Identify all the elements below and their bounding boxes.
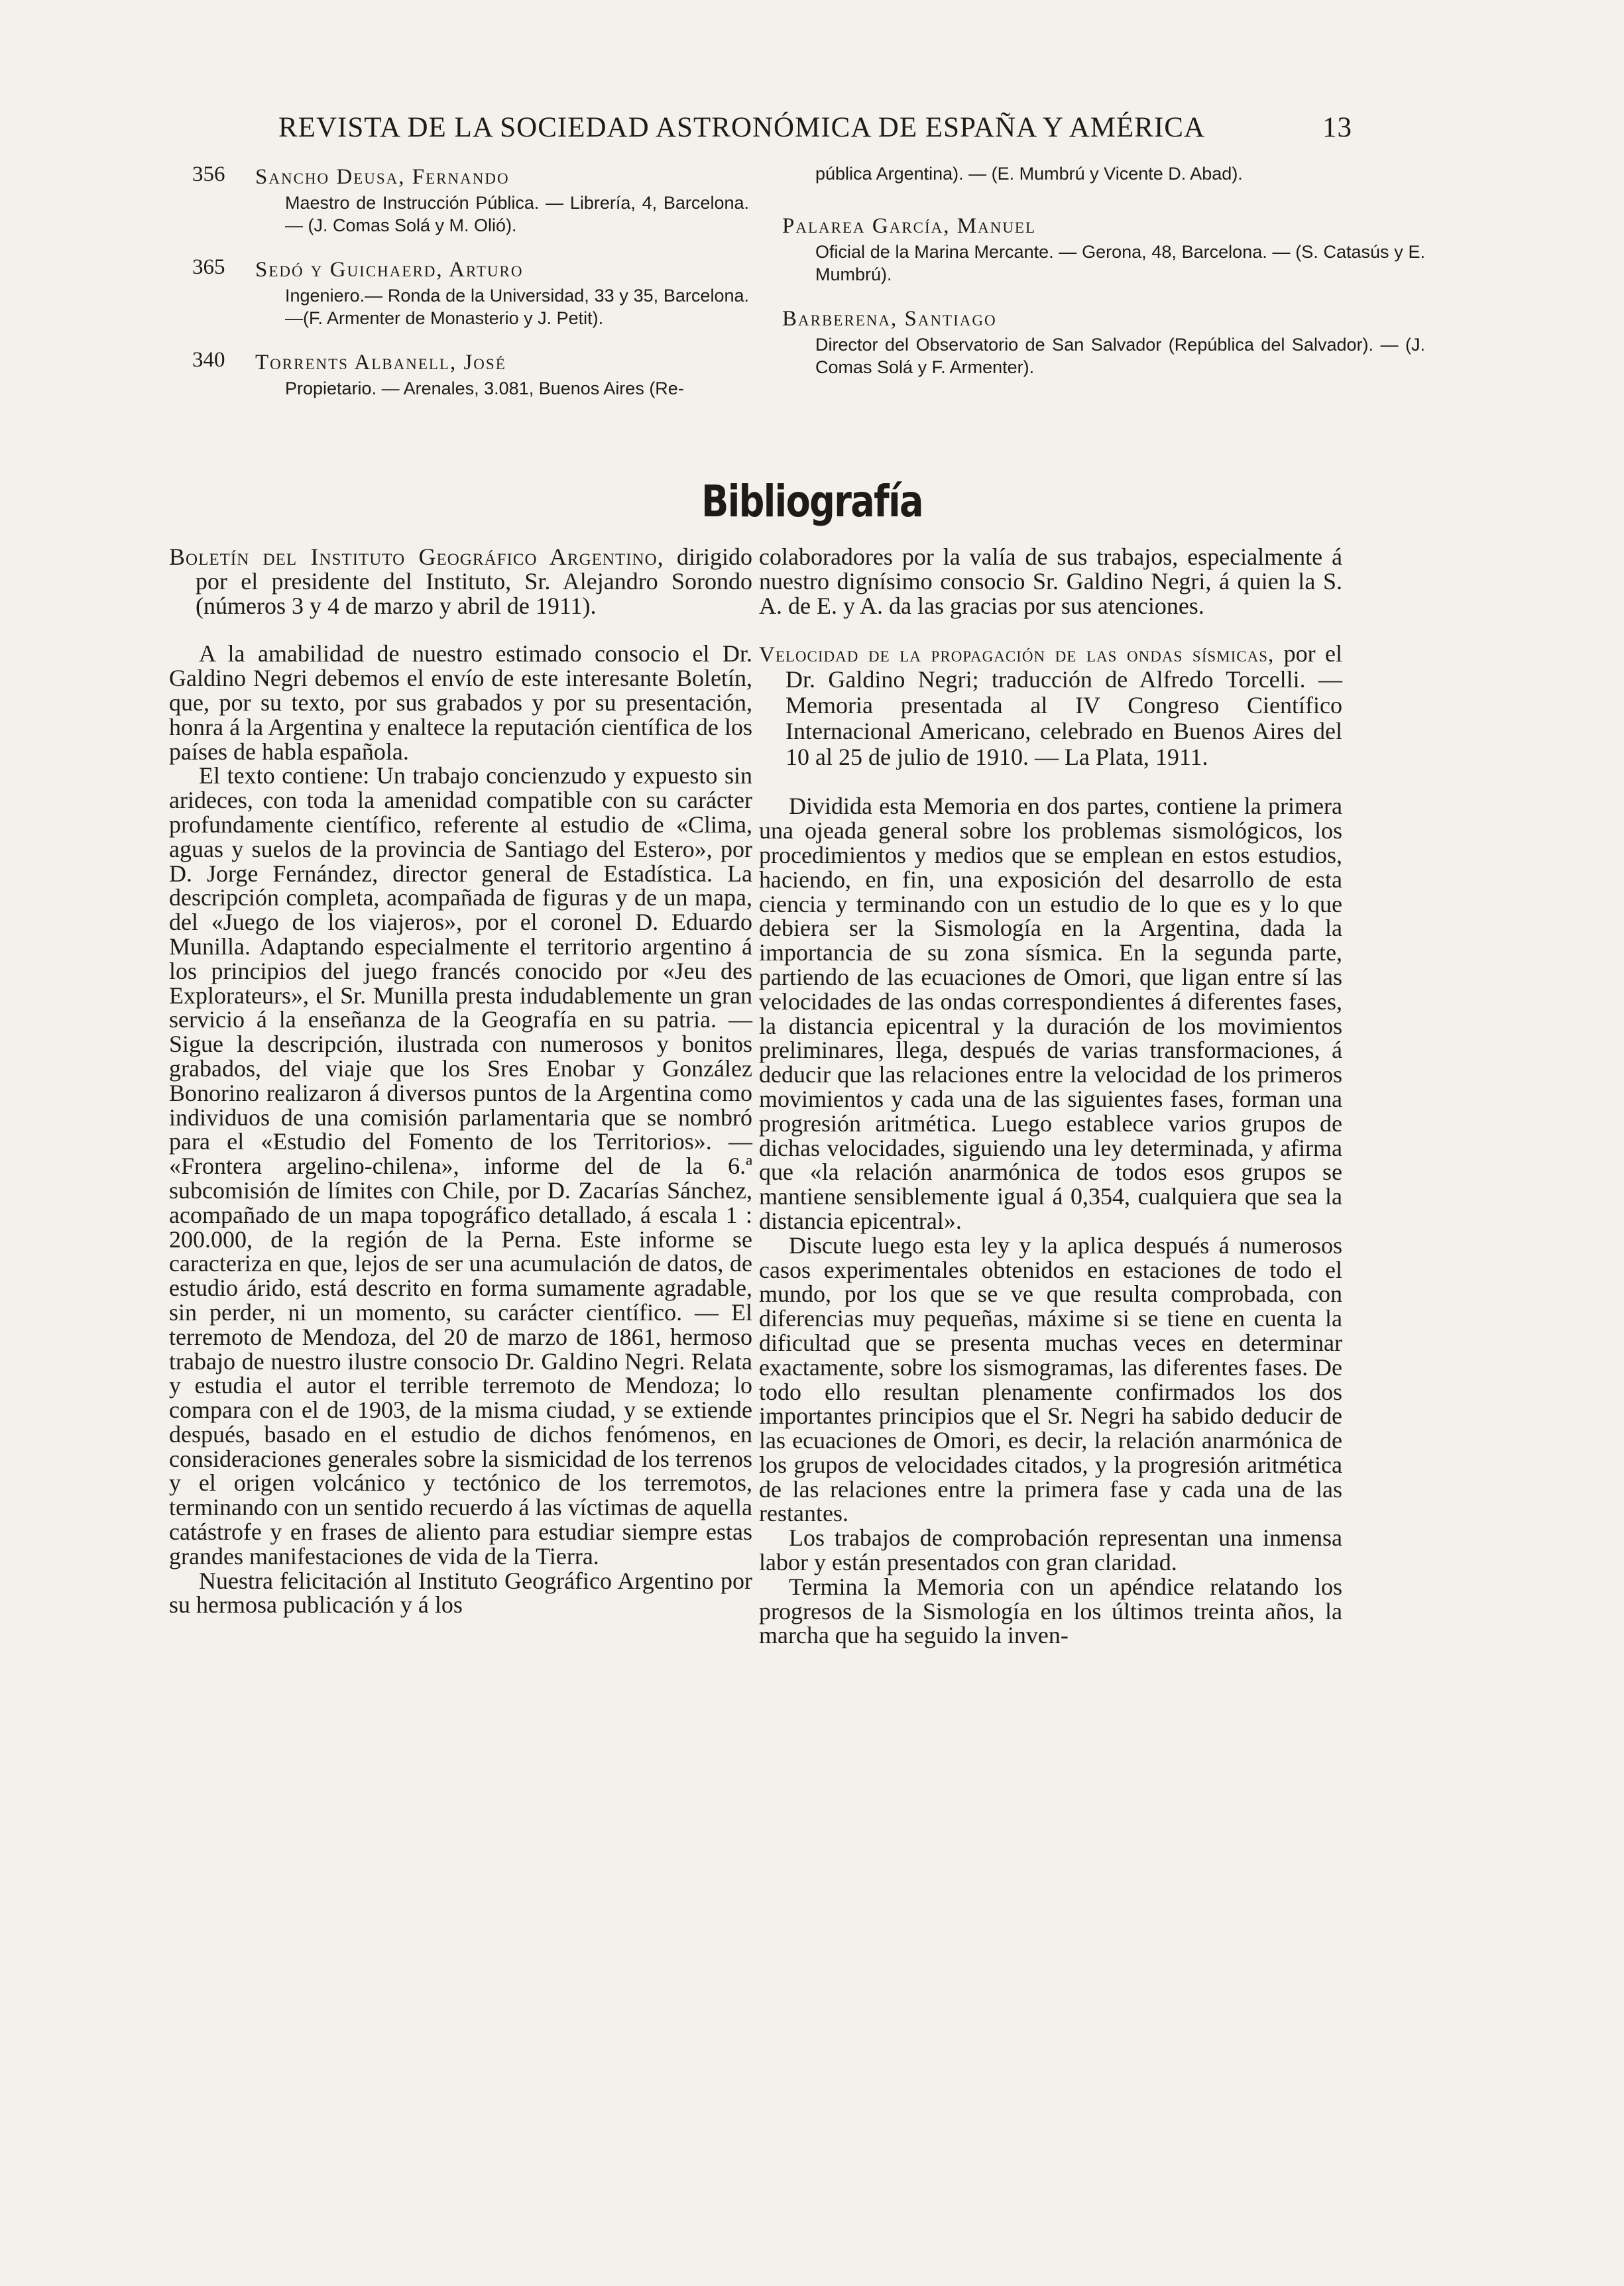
text-column-right <box>759 545 1342 2003</box>
review-heading <box>169 545 752 618</box>
member-entry <box>192 162 749 237</box>
review-heading <box>759 642 1342 770</box>
member-name: Sancho Deusa, Fernando <box>255 165 510 189</box>
member-description: Director del Observatorio de San Salvador (República del Salvador). — (J. Comas Solá y F. Armenter). <box>815 335 1425 377</box>
paragraph: colaboradores por la valía de sus trabajos, especialmente á nuestro dignísimo consocio Sr. Galdino Negri, á quien la S. A. de E. y A. da las gracias por sus atenciones. <box>759 543 1342 619</box>
review-title: Velocidad de la propagación de las ondas sísmicas, <box>759 643 1275 667</box>
member-description: Oficial de la Marina Mercante. — Gerona, 48, Barcelona. — (S. Catasús y E. Mumbrú). <box>815 242 1425 284</box>
paragraph: A la amabilidad de nuestro estimado consocio el Dr. Galdino Negri debemos el envío de este interesante Boletín, que, por su texto, por sus grabados y por su presentación, honra á la Argentina y enaltece la reputación científica de los países de habla española. <box>169 640 752 765</box>
member-name: Torrents Albanell, José <box>255 351 506 374</box>
paragraph: Termina la Memoria con un apéndice relatando los progresos de la Sismología en los últimos treinta años, la marcha que ha seguido la inven- <box>759 1573 1342 1649</box>
member-description: Maestro de Instrucción Pública. — Librería, 4, Barcelona. — (J. Comas Solá y M. Olió). <box>285 193 749 235</box>
journal-title: REVISTA DE LA SOCIEDAD ASTRONÓMICA DE ESPAÑA Y AMÉRICA <box>278 112 1206 143</box>
running-header <box>159 111 1352 151</box>
review-title-details: dirigido por el presidente del Instituto, Sr. Alejandro Sorondo (números 3 y 4 de marzo y abril de 1911). <box>196 543 752 619</box>
member-number: 365 <box>192 255 225 279</box>
member-number: 356 <box>192 162 225 186</box>
section-title: Bibliografía <box>701 476 923 527</box>
member-name: Palarea García, Manuel <box>782 214 1037 238</box>
member-description: Propietario. — Arenales, 3.081, Buenos Aires (Re- <box>285 378 684 398</box>
member-column-right <box>782 162 1425 397</box>
paragraph: Los trabajos de comprobación representan una inmensa labor y están presentados con gran claridad. <box>759 1524 1342 1576</box>
member-continuation: pública Argentina). — (E. Mumbrú y Vicente D. Abad). <box>815 164 1243 184</box>
page-number: 13 <box>1322 112 1352 143</box>
member-name: Sedó y Guichaerd, Arturo <box>255 258 524 282</box>
member-entry <box>192 348 749 400</box>
member-column-left <box>192 162 749 418</box>
review-title-details: por el Dr. Galdino Negri; traducción de Alfredo Torcelli. — Memoria presentada al IV Congreso Científico Internacional Americano, celebrado en Buenos Aires del 10 al 25 de julio de 1910. — La Plata, 1911. <box>785 640 1342 770</box>
paragraph: Dividida esta Memoria en dos partes, contiene la primera una ojeada general sobre los problemas sismológicos, los procedimientos y medios que se emplean en estos estudios, haciendo, en fin, una exposición del desarrollo de esta ciencia y terminando con un estudio de lo que es y lo que debiera ser la Sismología en la Argentina, dada la importancia de su zona sísmica. En la segunda parte, partiendo de las ecuaciones de Omori, que ligan entre sí las velocidades de las ondas correspondientes á diferentes fases, la distancia epicentral y la duración de los movimientos preliminares, llega, después de varias transformaciones, á deducir que las relaciones entre la velocidad de los primeros movimientos y cada una de las siguientes fases, forman una progresión aritmética. Luego establece varios grupos de dichas velocidades, siguiendo una ley determinada, y afirma que «la relación anarmónica de todos esos grupos se mantiene sensiblemente igual á 0,354, cualquiera que sea la distancia epicentral». <box>759 793 1342 1234</box>
member-name: Barberena, Santiago <box>782 307 997 331</box>
review-title: Boletín del Instituto Geográfico Argentino, <box>169 543 664 570</box>
member-entry <box>782 211 1425 286</box>
paragraph: El texto contiene: Un trabajo concienzudo y expuesto sin arideces, con toda la amenidad compatible con su carácter profundamente científico, referente al estudio de «Clima, aguas y suelos de la provincia de Santiago del Estero», por D. Jorge Fernández, director general de Estadística. La descripción completa, acompañada de figuras y de un mapa, del «Juego de los viajeros», por el coronel D. Eduardo Munilla. Adaptando especialmente el territorio argentino á los principios del juego francés conocido por «Jeu des Explorateurs», el Sr. Munilla presta indudablemente un gran servicio á la enseñanza de la Geografía en su patria. — Sigue la descripción, ilustrada con numerosos y bonitos grabados, del viaje que los Sres Enobar y González Bonorino realizaron á diversos puntos de la Argentina como individuos de una comisión parlamentaria que se nombró para el «Estudio del Fomento de los Territorios». — «Frontera argelino-chilena», informe del de la 6.ª subcomisión de límites con Chile, por D. Zacarías Sánchez, acompañado de un mapa topográfico detallado, á escala 1 : 200.000, de la región de la Perna. Este informe se caracteriza en que, lejos de ser una acumulación de datos, de estudio árido, está descrito en forma sumamente agradable, sin perder, ni un momento, su carácter científico. — El terremoto de Mendoza, del 20 de marzo de 1861, hermoso trabajo de nuestro ilustre consocio Dr. Galdino Negri. Relata y estudia el autor el terrible terremoto de Mendoza; lo compara con el de 1903, de la misma ciudad, y se extiende después, basado en el estudio de dichos fenómenos, en consideraciones generales sobre la sismicidad de los terrenos y el origen volcánico y tectónico de los terremotos, terminando con un sentido recuerdo á las víctimas de aquella catástrofe y en frases de aliento para estudiar siempre estas grandes manifestaciones de vida de la Tierra. <box>169 762 752 1570</box>
member-list <box>192 162 1425 428</box>
paragraph: Nuestra felicitación al Instituto Geográfico Argentino por su hermosa publicación y á los <box>169 1567 752 1619</box>
member-number: 340 <box>192 348 225 372</box>
member-description: Ingeniero.— Ronda de la Universidad, 33 y 35, Barcelona.—(F. Armenter de Monasterio y J. Petit). <box>285 286 749 328</box>
text-column-left <box>169 545 752 2003</box>
member-entry <box>192 255 749 329</box>
member-entry <box>782 304 1425 378</box>
paragraph: Discute luego esta ley y la aplica después á numerosos casos experimentales obtenidos en estaciones de todo el mundo, por los que se ve que resulta comprobada, con diferencias muy pequeñas, máxime si se tiene en cuenta la dificultad que se presenta muchas veces en determinar exactamente, sobre los sismogramas, las diferentes fases. De todo ello resultan plenamente confirmados los dos importantes principios que el Sr. Negri ha sabido deducir de las ecuaciones de Omori, es decir, la relación anarmónica de los grupos de velocidades citados, y la progresión aritmética de las relaciones entre la primera fase y cada una de las restantes. <box>759 1231 1342 1527</box>
